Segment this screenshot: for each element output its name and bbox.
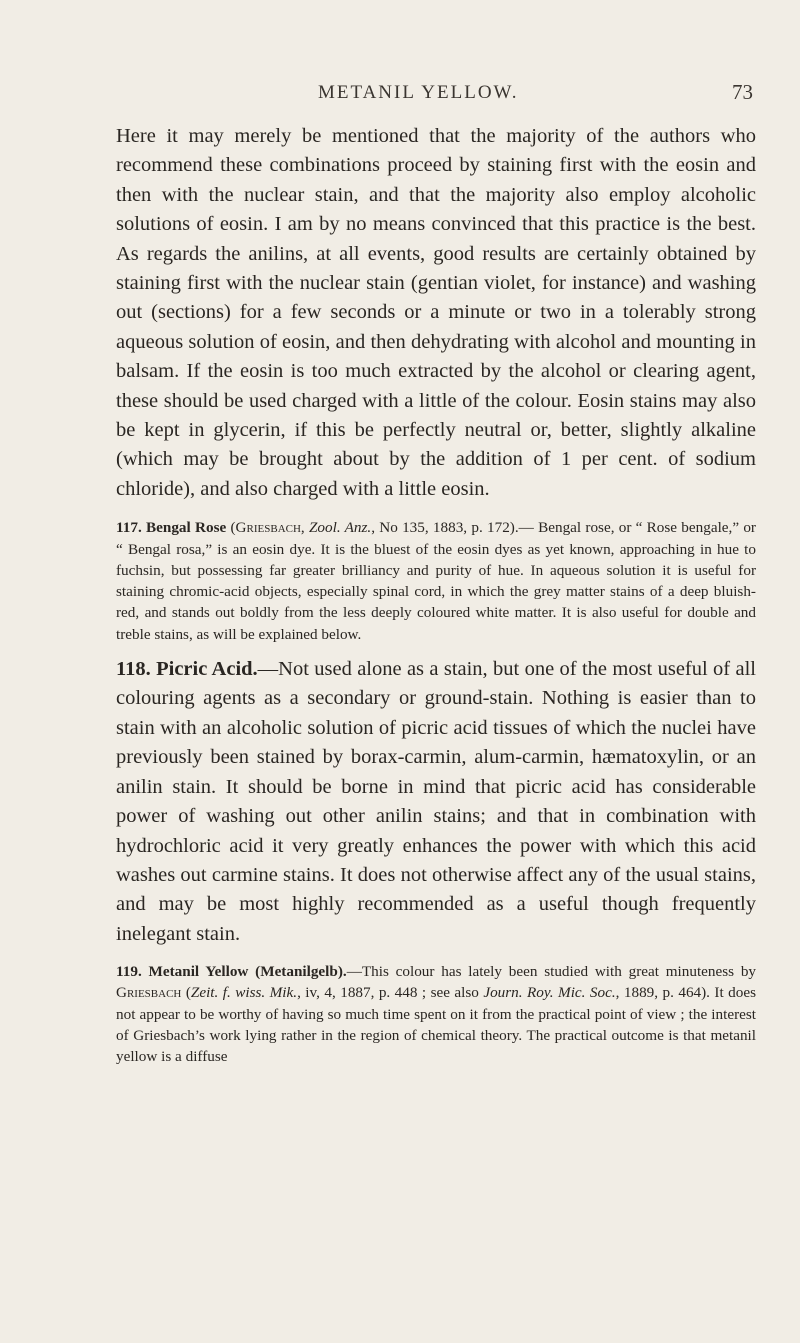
section-number-117: 117. — [116, 519, 142, 537]
page-body — [116, 122, 756, 1068]
paragraph-119 — [116, 961, 756, 1067]
paragraph-118-text: —Not used alone as a stain, but one of the most useful of all colouring agents as a secondary or ground-stain. Nothing is easier than to stain with an alcoholic solution of picric acid tissues of which the nuclei have previously been stained by borax-carmin, alum-carmin, hæmatoxylin, or an anilin stain. It should be borne in mind that picric acid has considerable power of washing out other anilin stains; and that in combination with hydrochloric acid it very greatly enhances the power with which this acid washes out carmine stains. It does not otherwise affect any of the usual stains, and may be most highly recommended as a useful though frequently inelegant stain. — [116, 658, 756, 945]
reference-journal-zeit: Zeit. f. wiss. Mik. — [190, 984, 298, 1002]
section-heading-metanil-yellow: Metanil Yellow — [148, 963, 249, 981]
page-header — [0, 82, 800, 110]
section-heading-picric-acid: Picric Acid. — [156, 658, 258, 681]
paragraph-119-text-b: ( — [181, 984, 191, 1002]
reference-journal-journ: Journ. Roy. Mic. Soc. — [483, 984, 616, 1002]
paragraph-intro-text: Here it may merely be mentioned that the majority of the authors who recommend these combinations proceed by staining first with the eosin and then with the nuclear stain, and that the majority also employ alcoholic solutions of eosin. I am by no means convinced that this practice is the best. As regards the anilins, at all events, good results are certainly obtained by staining first with the nuclear stain (gentian violet, for instance) and washing out (sections) for a few seconds or a minute or two in a tolerably strong aqueous solution of eosin, and then dehydrating with alcohol and mounting in balsam. If the eosin is too much extracted by the alcohol or clearing agent, these should be used charged with a little of the colour. Eosin stains may also be kept in glycerin, if this be perfectly neutral or, better, slightly alkaline (which may be brought about by the addition of 1 per cent. of sodium chloride), and also charged with a little eosin. — [116, 125, 756, 500]
section-number-118: 118. — [116, 658, 151, 681]
reference-sep: , — [300, 519, 309, 537]
section-heading-bengal-rose: Bengal Rose — [146, 519, 227, 537]
reference-rest: , No 135, 1883, p. 172).— — [371, 519, 534, 537]
paragraph-119-text-d: , 1889, p. 464). It does not appear to be worthy of having so much time spent on it from the practical point of view ; the interest of Griesbach’s work lying rather in the region of chemical theory. The practical outcome is that metanil yellow is a diffuse — [116, 984, 756, 1066]
paragraph-118 — [116, 655, 756, 949]
page-number: 73 — [732, 80, 753, 104]
paragraph-117-text: Bengal rose, or “ Rose bengale,” or “ Bengal rosa,” is an eosin dye. It is the bluest of the eosin dyes as yet known, approaching in hue to fuchsin, but possessing far greater brilliancy and purity of hue. In aqueous solution it is useful for staining chromic-acid objects, especially spinal cord, in which the grey matter stains of a deep bluish-red, and stands out boldly from the less deeply coloured white matter. It is also useful for double and treble stains, as will be explained below. — [116, 519, 756, 643]
reference-journal: Zool. Anz. — [308, 519, 372, 537]
paragraph-117 — [116, 517, 756, 645]
running-head: METANIL YELLOW. — [318, 82, 519, 103]
section-heading-metanilgelb: (Metanilgelb). — [255, 963, 347, 981]
section-number-119: 119. — [116, 963, 142, 981]
paragraph-intro — [116, 122, 756, 504]
reference-author-griesbach: Griesbach — [116, 984, 182, 1002]
paragraph-119-text-c: , iv, 4, 1887, p. 448 ; see also — [297, 984, 484, 1002]
paragraph-119-text-a: —This colour has lately been studied with great minuteness by — [346, 963, 757, 981]
reference-open: ( — [230, 519, 236, 537]
reference-author: Griesbach — [235, 519, 301, 537]
